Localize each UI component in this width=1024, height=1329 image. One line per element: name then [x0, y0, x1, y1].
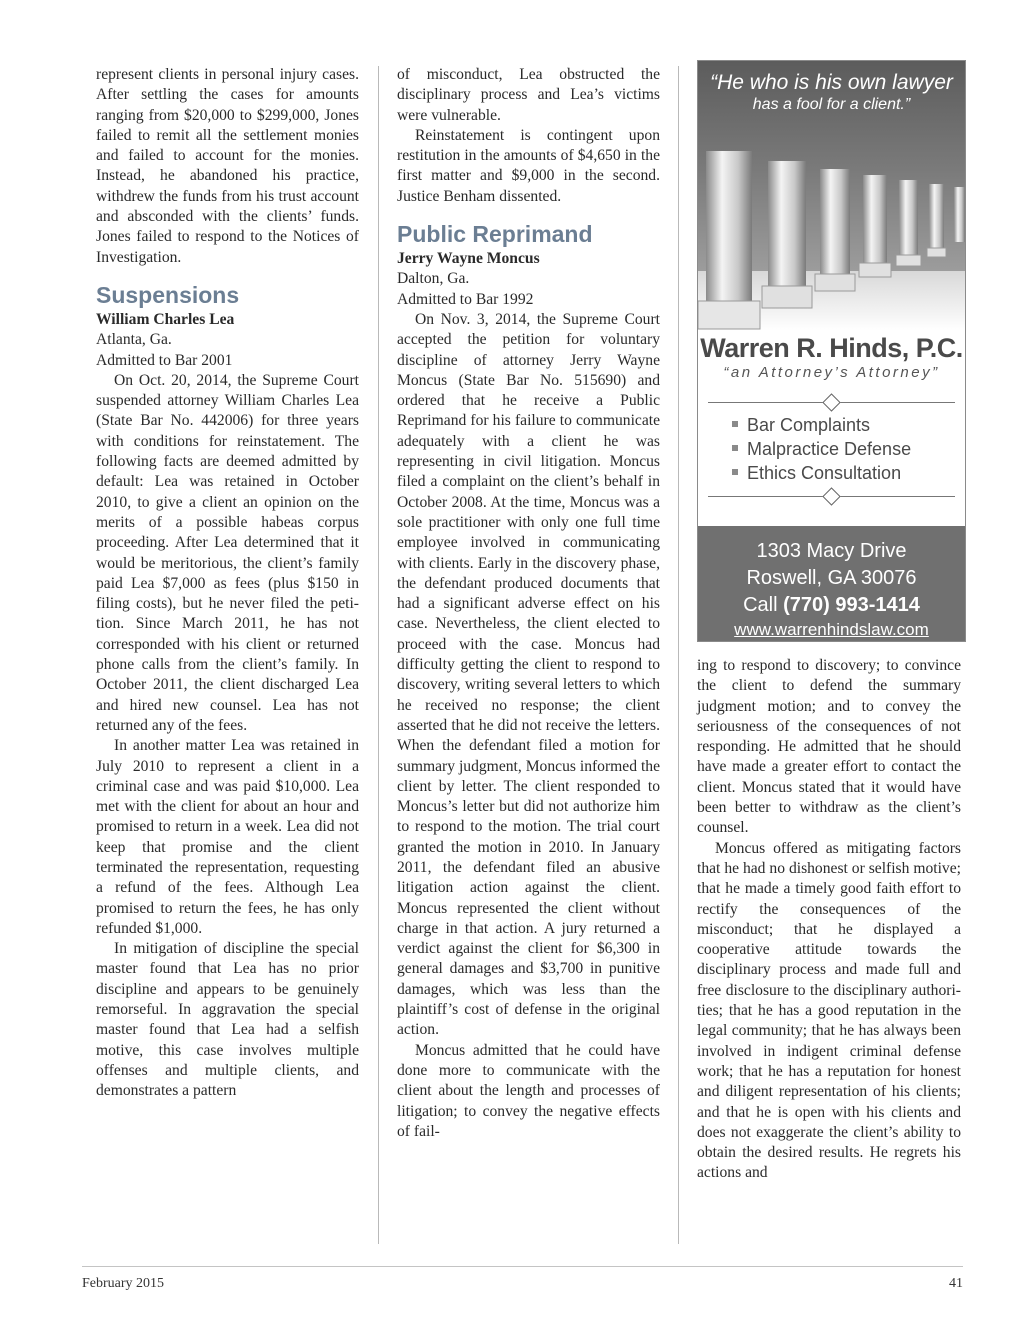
- ad-divider-top: [708, 395, 955, 411]
- attorney-name-moncus: Jerry Wayne Moncus: [397, 250, 540, 268]
- ad-divider-bottom: [708, 489, 955, 505]
- jones-paragraph: represent clients in personal injury cases. After settling the cases for amounts ranging from $20,000 to $299,000, Jones failed to remit all the settlement monies and failed to account for the monies. Instead, he abandoned his practice, withdrew the funds from his trust account and absconded with the clients’ funds. Jones failed to respond to the Notices of Investigation.: [96, 66, 359, 266]
- attorney-name-lea: William Charles Lea: [96, 310, 235, 328]
- column-3: [697, 656, 961, 1184]
- moncus-paragraph-2: Moncus admitted that he could have done more to communicate with the client about the length and processes of litigation; to convey the negative effects of fail-: [397, 1041, 660, 1140]
- bullet-square-icon: [732, 421, 738, 427]
- moncus-continued-paragraph: ing to respond to discovery; to convince the client to defend the summary judgment motion; and to convey the seriousness of the consequences of not responding. He admitted that he should have made a greater effort to contact the client. Moncus stated that it would have been better to withdraw as the client’s counsel.: [697, 657, 961, 837]
- attorney-location-lea: Atlanta, Ga.: [96, 331, 172, 349]
- column-1: [96, 65, 359, 1102]
- ad-address-line-2: Roswell, GA 30076: [746, 567, 917, 589]
- ad-quote: [698, 71, 965, 115]
- section-heading-public-reprimand: Public Reprimand: [397, 221, 593, 248]
- bullet-square-icon: [732, 445, 738, 451]
- attorney-admitted-moncus: Admitted to Bar 1992: [397, 290, 534, 308]
- ad-service-item: Malpractice Defense: [732, 437, 911, 461]
- column-rule-right: [678, 66, 679, 1244]
- ad-services-list: [732, 413, 911, 485]
- bullet-square-icon: [732, 469, 738, 475]
- ad-quote-line-2: has a fool for a client.”: [752, 96, 911, 113]
- diamond-icon: [822, 393, 840, 411]
- lea-paragraph-1: On Oct. 20, 2014, the Supreme Court suspended attorney William Charles Lea (State Bar No. 442006) for three years with conditions for reinstatement. The following facts are deemed admitted by default: Lea was retained in October 2010, to give a client an opinion on the merits of a possible habeas corpus proceeding. After Lea determined that it would be meritorious, the client’s family paid Lea $7,000 as fees (plus $150 in filing costs), but he never filed the petition. Since March 2011, he has not corresponded with his client or returned phone calls from the client’s family. In October 2011, the client discharged Lea and hired new counsel. Lea has not returned any of the fees.: [96, 371, 359, 734]
- ad-tagline: “an Attorney’s Attorney”: [723, 364, 940, 381]
- diamond-icon: [822, 487, 840, 505]
- moncus-paragraph-1: On Nov. 3, 2014, the Supreme Court accepted the petition for voluntary discipline of attorney Jerry Wayne Moncus (State Bar No. 515690) and ordered that he receive a Public Reprimand for his failure to communicate adequately with a client he was representing in civil litigation. Moncus filed a complaint on the client’s behalf in October 2008. At the time, Moncus was a sole practitioner with only one full time employee involved in communicating with clients. Early in the discovery phase, the defendant produced documents that had a significant adverse effect on his case. Nevertheless, the client elected to proceed with the case. Moncus had difficulty getting the client to respond to discovery, writing several letters to which he received no response; the client asserted that he did not receive the letters. When the defendant filed a motion for summary judgment, Moncus informed the client by letter. The client responded to Moncus’s letter but did not authorize him to respond to the motion. The trial court granted the motion in 2010. In January 2011, the defendant filed an abusive litigation action against the client. Moncus represented the client without charge in that action. A jury returned a verdict against the client for $6,300 in general damages and $3,700 in punitive damages, which was less than the plaintiff’s cost of defense in the original action.: [397, 310, 660, 1039]
- ad-address-line-1: 1303 Macy Drive: [756, 540, 907, 562]
- attorney-location-moncus: Dalton, Ga.: [397, 270, 470, 288]
- ad-service-item: Ethics Consultation: [732, 461, 911, 485]
- footer-page-number: 41: [949, 1276, 963, 1291]
- reinstatement-paragraph: Reinstatement is contingent upon restitution in the amounts of $4,650 in the first matter and $9,000 in the second. Justice Benham dissented.: [397, 126, 660, 205]
- attorney-admitted-lea: Admitted to Bar 2001: [96, 351, 233, 369]
- footer-issue-date: February 2015: [82, 1276, 165, 1291]
- lea-continued-paragraph: of misconduct, Lea obstructed the disciplinary process and Lea’s victims were vulnerable.: [397, 66, 660, 124]
- ad-phone[interactable]: Call (770) 993-1414: [743, 594, 920, 616]
- ad-header-panel: [698, 61, 965, 331]
- ad-contact-panel: [698, 526, 965, 641]
- ad-website-link[interactable]: www.warrenhindslaw.com: [734, 620, 929, 639]
- ad-quote-line-1: “He who is his own lawyer: [710, 71, 953, 94]
- courthouse-columns-illustration: [698, 121, 965, 331]
- lea-paragraph-2: In another matter Lea was retained in July 2010 to represent a client in a criminal case and was paid $10,000. Lea met with the client for about an hour and promised to return in a week. Lea did not keep that promise and the client terminated the representation, requesting a refund of the fees. Although Lea promised to return the fees, he has only refunded $1,000.: [96, 737, 359, 937]
- section-heading-suspensions: Suspensions: [96, 281, 240, 308]
- lea-paragraph-3: In mitigation of discipline the special master found that Lea has no prior discipline and appears to be genuinely remorseful. In aggravation the special master found that Lea had a selfish motive, this case involves multiple offenses and multiple clients, and demonstrates a pattern: [96, 940, 359, 1100]
- column-rule-left: [378, 66, 379, 1244]
- column-2: [397, 65, 660, 1142]
- ad-service-item: Bar Complaints: [732, 413, 911, 437]
- footer-rule: [82, 1266, 963, 1267]
- warren-hinds-advertisement[interactable]: [697, 60, 966, 642]
- ad-firm-name: Warren R. Hinds, P.C.: [700, 333, 963, 363]
- moncus-mitigation-paragraph: Moncus offered as mitigating factors that he had no dishonest or selfish motive; that he made a timely good faith effort to rectify the consequences of the misconduct; that he displayed a cooperative attitude towards the disciplinary process and made full and free disclosure to the disciplinary authorities; that he has a good reputation in the legal community; that he has always been involved in indigent criminal defense work; that he has a reputation for honest and diligent representation of his clients; and that he is open with his clients and does not exaggerate the client’s ability to obtain the desired results. He regrets his actions and: [697, 839, 961, 1182]
